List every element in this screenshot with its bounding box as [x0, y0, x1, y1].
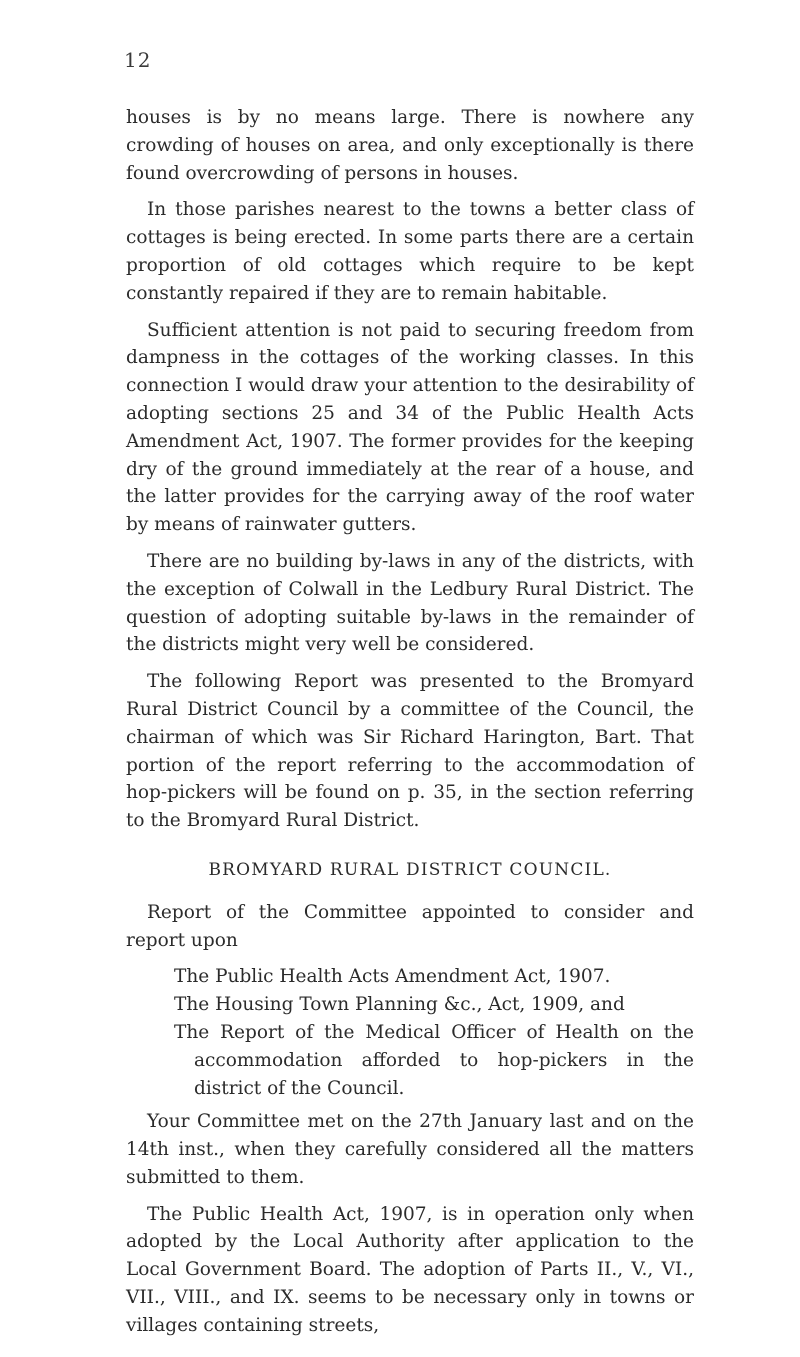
paragraph-7: Your Committee met on the 27th January last and on the 14th inst., when they carefully considered all the matters submitted to them. [126, 1111, 694, 1188]
list-item: The Public Health Acts Amendment Act, 1907. [174, 966, 611, 988]
paragraph-2: In those parishes nearest to the towns a better class of cottages is being erected. In some parts there are a certain proportion of old cottages which require to be kept constantly repaired if they are to remain habitable. [126, 199, 694, 304]
page-number: 12 [124, 48, 152, 72]
paragraph-1: houses is by no means large. There is nowhere any crowding of houses on area, and only exceptionally is there found overcrowding of persons in houses. [126, 107, 694, 184]
paragraph-3: Sufficient attention is not paid to securing freedom from dampness in the cottages of the working classes. In this connection I would draw your attention to the desirability of adopting sections 25 and 34 of the Public Health Acts Amendment Act, 1907. The former provides for the keeping dry of the ground immediately at the rear of a house, and the latter provides for the carrying away of the roof water by means of rainwater gutters. [126, 319, 694, 536]
body-text [126, 104, 694, 1349]
paragraph-5: The following Report was presented to the Bromyard Rural District Council by a committee of the Council, the chairman of which was Sir Richard Harington, Bart. That portion of the report referring to the accommodation of hop-pickers will be found on p. 35, in the section referring to the Bromyard Rural District. [126, 671, 694, 832]
list-item: The Housing Town Planning &c., Act, 1909, and [174, 994, 625, 1016]
section-heading: BROMYARD RURAL DISTRICT COUNCIL. [208, 859, 612, 880]
paragraph-4: There are no building by-laws in any of the districts, with the exception of Colwall in the Ledbury Rural District. The question of adopting suitable by-laws in the remainder of the districts might very well be considered. [126, 550, 694, 656]
paragraph-6: Report of the Committee appointed to consider and report upon [126, 901, 694, 951]
list-item: The Report of the Medical Officer of Health on the accommodation afforded to hop-pickers in the district of the Council. [174, 1021, 694, 1099]
paragraph-8: The Public Health Act, 1907, is in operation only when adopted by the Local Authority after application to the Local Government Board. The adoption of Parts II., V., VI., VII., VIII., and IX. seems to be necessary only in towns or villages containing streets, [126, 1203, 694, 1336]
report-list [126, 963, 694, 1102]
